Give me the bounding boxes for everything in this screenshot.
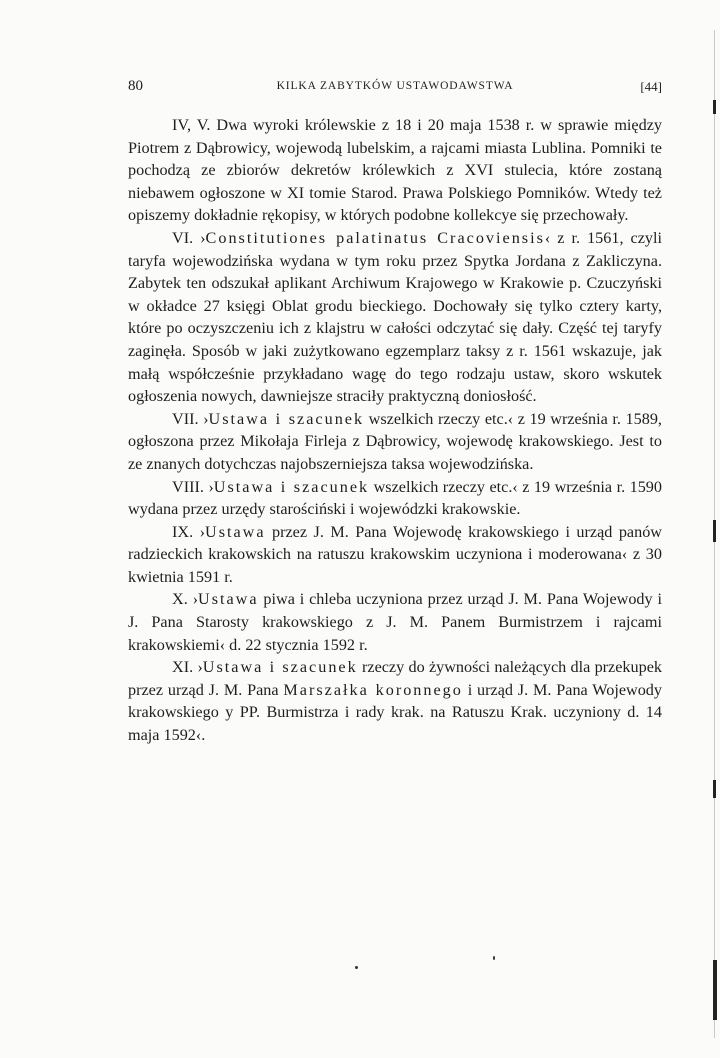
paragraph-text: IV, V. Dwa wyroki królewskie z 18 i 20 maja 1538 r. w sprawie między Piotrem z Dąbrowicy, wojewodą lubelskim, a rajcami miasta Lublina. Pomniki te pochodzą ze zbiorów dekretów królewkich z XVI stulecia, które zostaną niebawem ogłoszone w XI tomie Starod. Prawa Polskiego Pomników. Wtedy też opiszemy dokładnie rękopisy, w których podobne kollekcye się przechowały. xyxy=(128,116,662,225)
ink-speck xyxy=(493,956,495,960)
spaced-title: Ustawa i szacunek xyxy=(202,658,358,677)
paragraph-text: VIII. › xyxy=(172,477,214,496)
paragraph-text: X. › xyxy=(172,590,198,609)
paragraph-xi xyxy=(128,656,662,746)
paragraph-text: wszelkich rzeczy etc.‹ z 19 września r. 1589, ogłoszona przez Mikołaja Firleja z Dąbrowicy, wojewodę krakowskiego. Jest to ze znanych dotychczas najobszerniejsza taksa wojewodzińska. xyxy=(128,409,662,473)
paragraph-text: piwa i chleba uczyniona przez urząd J. M. Pana Wojewody i J. Pana Starosty krakowskiego z J. M. Panem Burmistrzem i rajcami krakowskiemi‹ d. 22 stycznia 1592 r. xyxy=(128,590,662,654)
edge-mark xyxy=(713,100,716,114)
paragraph-text: XI. › xyxy=(172,658,203,677)
paragraph-text: ‹ z r. 1561, czyli taryfa wojewodzińska wydana w tym roku przez Spytka Jordana z Zakliczyna. Zabytek ten odszukał aplikant Archiwum Krajowego w Krakowie p. Czuczyński w okładce 27 księgi Oblat grodu bieckiego. Dochowały się tylko cztery karty, które po oczyszczeniu ich z klajstru w całości odczytać się dały. Część tej taryfy zaginęła. Sposób w jaki zużytkowano egzemplarz taksy z r. 1561 wskazuje, jak małą współcześnie przykładano wagę do tego rodzaju ustaw, skoro wskutek ogłoszenia nowych, dawniejsze straciły praktyczną doniosłość. xyxy=(128,228,662,406)
ink-speck xyxy=(355,966,358,969)
spaced-title: Constitutiones palatinatus Cracoviensis xyxy=(205,228,545,247)
sheet-reference: [44] xyxy=(640,79,662,94)
paragraph-text: i urząd J. M. Pana Wojewody krakowskiego y PP. Burmistrza i rady krak. na Ratuszu Krak. uczyniony d. 14 maja 1592‹. xyxy=(128,680,662,745)
paragraph-x xyxy=(128,588,662,656)
paragraph-text: VI. › xyxy=(172,228,206,247)
running-title: KILKA ZABYTKÓW USTAWODAWSTWA xyxy=(276,80,514,92)
paragraph-vii xyxy=(128,408,662,476)
edge-mark xyxy=(713,960,717,1020)
spaced-title: Ustawa xyxy=(198,590,259,609)
spaced-title: Ustawa i szacunek xyxy=(213,477,370,496)
paragraph-viii xyxy=(128,476,662,521)
edge-mark xyxy=(713,520,716,542)
spaced-title: Marszałka koronnego xyxy=(283,680,463,699)
paragraph-vi xyxy=(128,227,662,408)
page-header xyxy=(128,78,662,98)
paragraph-ix xyxy=(128,521,662,589)
page-number: 80 xyxy=(128,78,143,94)
body-text xyxy=(128,114,662,747)
paragraph-text: IX. › xyxy=(172,522,205,541)
paragraph-text: VII. › xyxy=(172,409,209,428)
paragraph-text: wszelkich rzeczy etc.‹ z 19 września r. 1590 wydana przez urzędy starościński i wojewódzki krakowskie. xyxy=(128,477,662,519)
paragraph-iv-v xyxy=(128,114,662,227)
spaced-title: Ustawa xyxy=(205,522,266,541)
spaced-title: Ustawa i szacunek xyxy=(208,409,365,428)
paragraph-text: rzeczy do żywności należących dla przekupek przez urząd J. M. Pana xyxy=(128,658,662,699)
edge-mark xyxy=(713,780,716,798)
paragraph-text: przez J. M. Pana Wojewodę krakowskiego i urząd panów radzieckich krakowskich na ratuszu krakowskim uczyniona i moderowana‹ z 30 kwietnia 1591 r. xyxy=(128,522,662,586)
